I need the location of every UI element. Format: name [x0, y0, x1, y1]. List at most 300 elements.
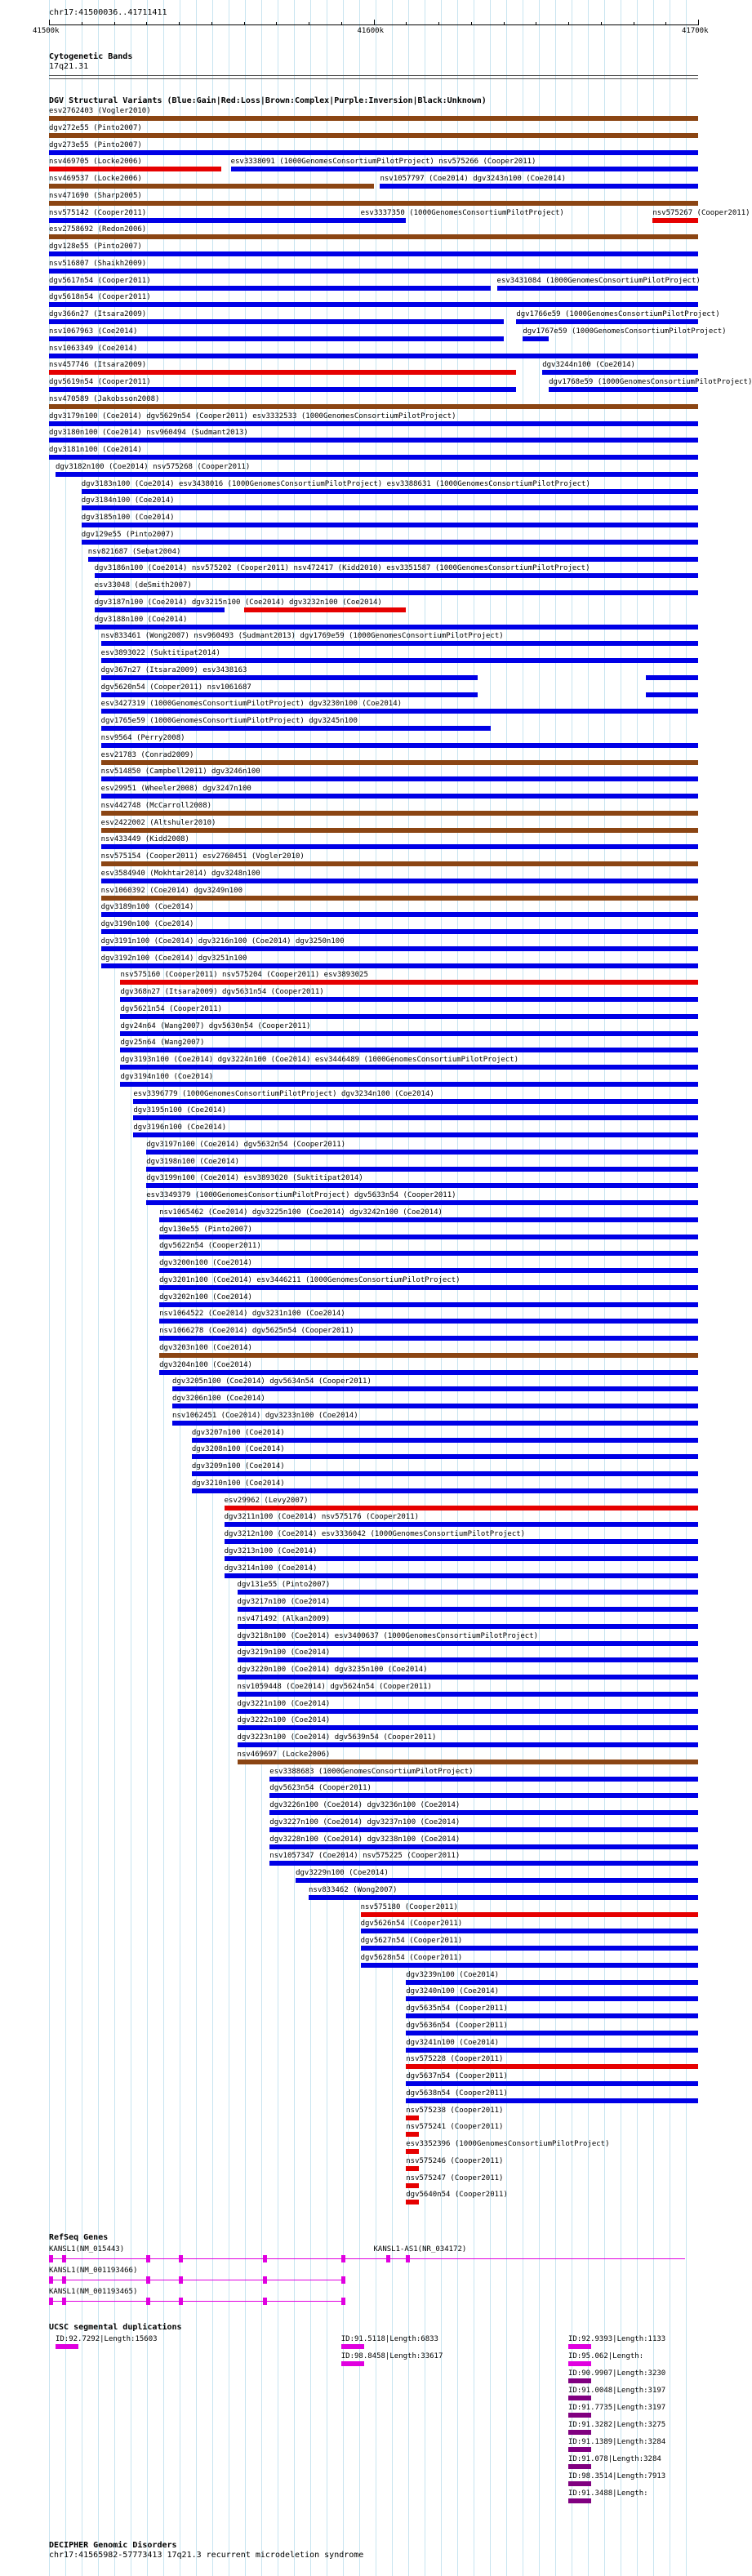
- dgv-variant-bar[interactable]: [269, 1810, 698, 1815]
- dgv-feature-label[interactable]: dgv5620n54 (Cooper2011) nsv1061687: [100, 683, 251, 692]
- dgv-feature-label[interactable]: dgv24n64 (Wang2007) dgv5630n54 (Cooper2011): [120, 1021, 311, 1030]
- dgv-variant-bar[interactable]: [101, 844, 698, 849]
- dgv-feature-label[interactable]: esv29951 (Wheeler2008) dgv3247n100: [100, 785, 251, 793]
- dgv-variant-bar[interactable]: [49, 286, 491, 291]
- dgv-variant-bar[interactable]: [652, 218, 698, 223]
- dgv-variant-bar[interactable]: [159, 1302, 698, 1307]
- refseq-exon[interactable]: [62, 2255, 66, 2262]
- dgv-feature-label[interactable]: dgv3198n100 (Coe2014): [146, 1157, 240, 1166]
- refseq-exon[interactable]: [263, 2298, 267, 2305]
- dgv-feature-label[interactable]: nsv575238 (Cooper2011): [406, 2106, 504, 2115]
- dgv-variant-bar[interactable]: [159, 1285, 698, 1290]
- dgv-variant-bar[interactable]: [120, 1065, 698, 1070]
- dgv-feature-label[interactable]: nsv575160 (Cooper2011) nsv575204 (Cooper2011) esv3893025: [120, 971, 368, 980]
- refseq-exon[interactable]: [263, 2255, 267, 2262]
- dgv-feature-label[interactable]: dgv3186n100 (Coe2014) nsv575202 (Cooper2011) nsv472417 (Kidd2010) esv3351587 (1000GenomesConsortiumPilotProject): [94, 564, 590, 573]
- refseq-gene-label[interactable]: KANSL1(NM_001193466): [49, 2267, 138, 2275]
- dgv-feature-label[interactable]: nsv575247 (Cooper2011): [406, 2173, 504, 2182]
- dgv-variant-bar[interactable]: [101, 946, 698, 951]
- dgv-feature-label[interactable]: dgv3194n100 (Coe2014): [120, 1072, 214, 1081]
- dgv-variant-bar[interactable]: [406, 2183, 419, 2188]
- dgv-variant-bar[interactable]: [101, 760, 698, 765]
- dgv-feature-label[interactable]: dgv3185n100 (Coe2014): [81, 514, 175, 522]
- dgv-variant-bar[interactable]: [49, 201, 698, 206]
- segdup-label[interactable]: ID:91.0048|Length:3197: [568, 2387, 666, 2395]
- dgv-variant-bar[interactable]: [159, 1336, 698, 1341]
- dgv-feature-label[interactable]: dgv3239n100 (Coe2014): [406, 1970, 500, 1979]
- dgv-variant-bar[interactable]: [406, 2132, 419, 2137]
- dgv-feature-label[interactable]: dgv3195n100 (Coe2014): [133, 1106, 227, 1115]
- dgv-feature-label[interactable]: dgv128e55 (Pinto2007): [49, 242, 142, 251]
- dgv-variant-bar[interactable]: [49, 455, 698, 460]
- dgv-variant-bar[interactable]: [406, 2098, 698, 2103]
- dgv-variant-bar[interactable]: [269, 1827, 698, 1832]
- dgv-variant-bar[interactable]: [56, 472, 698, 477]
- segdup-label[interactable]: ID:91.5118|Length:6833: [340, 2335, 438, 2343]
- dgv-feature-label[interactable]: dgv3193n100 (Coe2014) dgv3224n100 (Coe2014) esv3446489 (1000GenomesConsortiumPilotProject): [120, 1056, 519, 1064]
- dgv-variant-bar[interactable]: [238, 1709, 698, 1714]
- dgv-variant-bar[interactable]: [646, 692, 698, 697]
- dgv-feature-label[interactable]: nsv1057797 (Coe2014) dgv3243n100 (Coe2014): [380, 175, 567, 183]
- dgv-feature-label[interactable]: nsv1065462 (Coe2014) dgv3225n100 (Coe2014) dgv3242n100 (Coe2014): [159, 1208, 443, 1217]
- dgv-feature-label[interactable]: dgv3179n100 (Coe2014) dgv5629n54 (Cooper2011) esv3332533 (1000GenomesConsortiumPilotProject): [49, 412, 456, 420]
- dgv-variant-bar[interactable]: [646, 675, 698, 680]
- segdup-bar[interactable]: [568, 2447, 591, 2452]
- dgv-variant-bar[interactable]: [523, 336, 549, 341]
- dgv-variant-bar[interactable]: [49, 354, 698, 358]
- dgv-feature-label[interactable]: dgv273e55 (Pinto2007): [49, 140, 142, 149]
- dgv-feature-label[interactable]: nsv457746 (Itsara2009): [49, 361, 147, 370]
- dgv-variant-bar[interactable]: [101, 963, 698, 968]
- refseq-exon[interactable]: [49, 2276, 53, 2284]
- dgv-feature-label[interactable]: dgv3222n100 (Coe2014): [237, 1716, 331, 1725]
- dgv-variant-bar[interactable]: [101, 828, 698, 833]
- dgv-variant-bar[interactable]: [49, 319, 504, 324]
- refseq-exon[interactable]: [146, 2255, 150, 2262]
- dgv-feature-label[interactable]: dgv3197n100 (Coe2014) dgv5632n54 (Cooper2011): [146, 1140, 346, 1149]
- dgv-feature-label[interactable]: nsv833462 (Wong2007): [309, 1885, 398, 1894]
- dgv-feature-label[interactable]: dgv131e55 (Pinto2007): [237, 1581, 331, 1590]
- dgv-variant-bar[interactable]: [172, 1421, 698, 1426]
- dgv-feature-label[interactable]: dgv5635n54 (Cooper2011): [406, 2004, 508, 2013]
- dgv-variant-bar[interactable]: [95, 625, 698, 630]
- dgv-feature-label[interactable]: dgv3241n100 (Coe2014): [406, 2038, 500, 2047]
- dgv-feature-label[interactable]: dgv3217n100 (Coe2014): [237, 1598, 331, 1606]
- dgv-feature-label[interactable]: dgv367n27 (Itsara2009) esv3438163: [100, 665, 247, 674]
- dgv-variant-bar[interactable]: [101, 709, 698, 714]
- dgv-feature-label[interactable]: nsv575154 (Cooper2011) esv2760451 (Vogler2010): [100, 852, 305, 861]
- dgv-variant-bar[interactable]: [159, 1353, 698, 1358]
- segdup-bar[interactable]: [341, 2361, 364, 2366]
- dgv-variant-bar[interactable]: [159, 1370, 698, 1375]
- dgv-feature-label[interactable]: dgv3182n100 (Coe2014) nsv575268 (Cooper2011): [55, 462, 251, 471]
- dgv-variant-bar[interactable]: [120, 1031, 698, 1036]
- dgv-variant-bar[interactable]: [101, 879, 698, 883]
- dgv-feature-label[interactable]: nsv575241 (Cooper2011): [406, 2123, 504, 2132]
- dgv-feature-label[interactable]: dgv3208n100 (Coe2014): [191, 1445, 285, 1454]
- dgv-variant-bar[interactable]: [406, 1980, 698, 1985]
- dgv-feature-label[interactable]: dgv3180n100 (Coe2014) nsv960494 (Sudmant2013): [49, 429, 248, 438]
- dgv-feature-label[interactable]: dgv3228n100 (Coe2014) dgv3238n100 (Coe2014): [269, 1835, 461, 1844]
- dgv-variant-bar[interactable]: [361, 1929, 698, 1933]
- dgv-variant-bar[interactable]: [238, 1675, 698, 1680]
- dgv-feature-label[interactable]: dgv5621n54 (Cooper2011): [120, 1004, 223, 1013]
- dgv-feature-label[interactable]: dgv3202n100 (Coe2014): [159, 1292, 252, 1301]
- dgv-variant-bar[interactable]: [101, 641, 698, 646]
- dgv-variant-bar[interactable]: [101, 811, 698, 816]
- dgv-feature-label[interactable]: nsv1057347 (Coe2014) nsv575225 (Cooper2011): [269, 1852, 461, 1861]
- dgv-feature-label[interactable]: dgv3219n100 (Coe2014): [237, 1648, 331, 1657]
- dgv-variant-bar[interactable]: [269, 1844, 698, 1849]
- refseq-gene-label-extra[interactable]: KANSL1-AS1(NR_034172): [373, 2245, 467, 2253]
- segdup-label[interactable]: ID:91.7735|Length:3197: [568, 2404, 666, 2412]
- dgv-feature-label[interactable]: dgv5636n54 (Cooper2011): [406, 2021, 508, 2030]
- dgv-feature-label[interactable]: dgv3188n100 (Coe2014): [94, 615, 188, 624]
- dgv-variant-bar[interactable]: [101, 776, 698, 781]
- dgv-variant-bar[interactable]: [225, 1539, 698, 1544]
- dgv-variant-bar[interactable]: [120, 1014, 698, 1019]
- dgv-variant-bar[interactable]: [269, 1793, 698, 1798]
- dgv-variant-bar[interactable]: [49, 133, 698, 138]
- dgv-variant-bar[interactable]: [159, 1251, 698, 1256]
- dgv-feature-label[interactable]: nsv1059448 (Coe2014) dgv5624n54 (Cooper2011): [237, 1682, 432, 1691]
- dgv-variant-bar[interactable]: [238, 1742, 698, 1747]
- dgv-variant-bar[interactable]: [101, 929, 698, 934]
- dgv-variant-bar[interactable]: [380, 184, 698, 189]
- dgv-feature-label[interactable]: dgv3183n100 (Coe2014) esv3438016 (1000GenomesConsortiumPilotProject) esv3388631 (1000GenomesConsortiumPilotProject): [81, 479, 590, 488]
- segdup-label[interactable]: ID:92.7292|Length:15603: [55, 2335, 158, 2343]
- refseq-gene-label[interactable]: KANSL1(NM_001193465): [49, 2288, 138, 2296]
- dgv-variant-bar[interactable]: [49, 167, 221, 171]
- decipher-entry[interactable]: chr17:41565982-57773413 17q21.3 recurrent microdeletion syndrome: [49, 2551, 364, 2560]
- dgv-variant-bar[interactable]: [269, 1861, 698, 1866]
- dgv-variant-bar[interactable]: [406, 2013, 698, 2018]
- dgv-variant-bar[interactable]: [101, 658, 698, 663]
- dgv-variant-bar[interactable]: [101, 861, 698, 866]
- dgv-variant-bar[interactable]: [49, 251, 698, 256]
- dgv-variant-bar[interactable]: [361, 1946, 698, 1951]
- dgv-feature-label[interactable]: nsv1067963 (Coe2014): [49, 327, 138, 336]
- dgv-feature-label[interactable]: esv3349379 (1000GenomesConsortiumPilotProject) dgv5633n54 (Cooper2011): [146, 1191, 456, 1199]
- dgv-variant-bar[interactable]: [82, 540, 698, 545]
- dgv-feature-label[interactable]: nsv471690 (Sharp2005): [49, 191, 142, 200]
- dgv-feature-label[interactable]: dgv25n64 (Wang2007): [120, 1039, 205, 1048]
- dgv-feature-label[interactable]: dgv5627n54 (Cooper2011): [360, 1937, 463, 1945]
- dgv-feature-label[interactable]: dgv3209n100 (Coe2014): [191, 1462, 285, 1470]
- dgv-feature-label[interactable]: dgv3213n100 (Coe2014): [224, 1546, 318, 1555]
- dgv-feature-label[interactable]: nsv433449 (Kidd2008): [100, 835, 189, 844]
- dgv-feature-label[interactable]: nsv9564 (Perry2008): [100, 733, 185, 742]
- dgv-variant-bar[interactable]: [172, 1386, 698, 1391]
- dgv-variant-bar[interactable]: [406, 1996, 698, 2001]
- dgv-feature-label[interactable]: esv3352396 (1000GenomesConsortiumPilotProject): [406, 2140, 610, 2148]
- dgv-variant-bar[interactable]: [146, 1183, 698, 1188]
- dgv-feature-label[interactable]: dgv3205n100 (Coe2014) dgv5634n54 (Cooper2011): [172, 1377, 372, 1386]
- dgv-feature-label[interactable]: esv2422002 (Altshuler2010): [100, 818, 216, 827]
- dgv-variant-bar[interactable]: [146, 1167, 698, 1172]
- dgv-feature-label[interactable]: nsv575180 (Cooper2011): [360, 1902, 458, 1911]
- dgv-feature-label[interactable]: dgv1766e59 (1000GenomesConsortiumPilotProject): [516, 310, 720, 318]
- dgv-variant-bar[interactable]: [159, 1235, 698, 1239]
- dgv-feature-label[interactable]: nsv469697 (Locke2006): [237, 1750, 331, 1759]
- dgv-feature-label[interactable]: dgv3200n100 (Coe2014): [159, 1259, 252, 1267]
- dgv-variant-bar[interactable]: [49, 302, 698, 307]
- dgv-feature-label[interactable]: dgv5617n54 (Cooper2011): [49, 276, 151, 285]
- dgv-variant-bar[interactable]: [120, 1082, 698, 1087]
- dgv-variant-bar[interactable]: [406, 2048, 698, 2053]
- dgv-variant-bar[interactable]: [192, 1488, 698, 1493]
- dgv-variant-bar[interactable]: [225, 1556, 698, 1561]
- dgv-variant-bar[interactable]: [231, 167, 698, 171]
- dgv-feature-label[interactable]: dgv3221n100 (Coe2014): [237, 1699, 331, 1708]
- dgv-feature-label[interactable]: dgv3212n100 (Coe2014) esv3336042 (1000GenomesConsortiumPilotProject): [224, 1530, 526, 1538]
- dgv-feature-label[interactable]: dgv3210n100 (Coe2014): [191, 1479, 285, 1488]
- dgv-variant-bar[interactable]: [101, 692, 478, 697]
- segdup-label[interactable]: ID:91.3488|Length:: [568, 2489, 648, 2498]
- dgv-feature-label[interactable]: dgv3220n100 (Coe2014) dgv3235n100 (Coe2014): [237, 1666, 428, 1674]
- segdup-bar[interactable]: [568, 2481, 591, 2486]
- refseq-exon[interactable]: [146, 2298, 150, 2305]
- dgv-variant-bar[interactable]: [49, 387, 516, 392]
- dgv-variant-bar[interactable]: [101, 896, 698, 901]
- dgv-variant-bar[interactable]: [95, 607, 225, 612]
- dgv-feature-label[interactable]: dgv3199n100 (Coe2014) esv3893020 (Suktitipat2014): [146, 1174, 363, 1183]
- dgv-feature-label[interactable]: dgv3211n100 (Coe2014) nsv575176 (Cooper2011): [224, 1513, 420, 1522]
- dgv-feature-label[interactable]: dgv5640n54 (Cooper2011): [406, 2191, 508, 2200]
- dgv-variant-bar[interactable]: [244, 607, 407, 612]
- dgv-variant-bar[interactable]: [406, 2081, 698, 2086]
- refseq-exon[interactable]: [62, 2276, 66, 2284]
- dgv-variant-bar[interactable]: [296, 1878, 698, 1883]
- dgv-feature-label[interactable]: dgv3192n100 (Coe2014) dgv3251n100: [100, 954, 247, 963]
- dgv-variant-bar[interactable]: [133, 1099, 698, 1104]
- dgv-feature-label[interactable]: dgv5638n54 (Cooper2011): [406, 2089, 508, 2098]
- dgv-feature-label[interactable]: nsv516807 (Shaikh2009): [49, 259, 147, 268]
- dgv-variant-bar[interactable]: [192, 1471, 698, 1476]
- dgv-variant-bar[interactable]: [49, 234, 698, 239]
- dgv-variant-bar[interactable]: [95, 590, 698, 595]
- dgv-variant-bar[interactable]: [238, 1725, 698, 1730]
- dgv-variant-bar[interactable]: [82, 489, 698, 494]
- dgv-variant-bar[interactable]: [146, 1200, 698, 1205]
- segdup-bar[interactable]: [568, 2498, 591, 2503]
- dgv-variant-bar[interactable]: [88, 557, 698, 562]
- dgv-feature-label[interactable]: dgv1767e59 (1000GenomesConsortiumPilotProject): [523, 327, 727, 336]
- segdup-label[interactable]: ID:95.062|Length:: [568, 2352, 644, 2360]
- dgv-variant-bar[interactable]: [49, 184, 374, 189]
- dgv-variant-bar[interactable]: [516, 319, 698, 324]
- dgv-variant-bar[interactable]: [101, 743, 698, 748]
- dgv-variant-bar[interactable]: [82, 523, 698, 527]
- dgv-variant-bar[interactable]: [225, 1506, 698, 1510]
- dgv-variant-bar[interactable]: [406, 2116, 419, 2120]
- dgv-feature-label[interactable]: nsv469705 (Locke2006): [49, 158, 142, 167]
- dgv-feature-label[interactable]: dgv3201n100 (Coe2014) esv3446211 (1000GenomesConsortiumPilotProject): [159, 1275, 461, 1284]
- dgv-variant-bar[interactable]: [238, 1590, 698, 1595]
- dgv-feature-label[interactable]: dgv129e55 (Pinto2007): [81, 530, 175, 539]
- dgv-variant-bar[interactable]: [406, 2031, 698, 2035]
- dgv-feature-label[interactable]: dgv3181n100 (Coe2014): [49, 446, 142, 454]
- dgv-variant-bar[interactable]: [49, 218, 361, 223]
- segdup-bar[interactable]: [568, 2344, 591, 2349]
- dgv-variant-bar[interactable]: [159, 1217, 698, 1222]
- refseq-exon[interactable]: [406, 2255, 410, 2262]
- dgv-variant-bar[interactable]: [49, 404, 698, 409]
- dgv-variant-bar[interactable]: [101, 675, 478, 680]
- dgv-variant-bar[interactable]: [542, 370, 698, 375]
- dgv-feature-label[interactable]: nsv575142 (Cooper2011): [49, 208, 147, 217]
- segdup-bar[interactable]: [568, 2378, 591, 2383]
- dgv-variant-bar[interactable]: [225, 1522, 698, 1527]
- dgv-variant-bar[interactable]: [238, 1624, 698, 1629]
- refseq-exon[interactable]: [386, 2255, 390, 2262]
- dgv-feature-label[interactable]: nsv442748 (McCarroll2008): [100, 801, 212, 810]
- dgv-variant-bar[interactable]: [192, 1454, 698, 1459]
- dgv-variant-bar[interactable]: [225, 1573, 698, 1578]
- segdup-bar[interactable]: [568, 2361, 591, 2366]
- dgv-variant-bar[interactable]: [406, 2064, 698, 2069]
- dgv-variant-bar[interactable]: [49, 269, 698, 274]
- dgv-feature-label[interactable]: dgv5637n54 (Cooper2011): [406, 2072, 508, 2080]
- dgv-variant-bar[interactable]: [120, 980, 698, 985]
- dgv-feature-label[interactable]: esv3427319 (1000GenomesConsortiumPilotProject) dgv3230n100 (Coe2014): [100, 700, 403, 709]
- dgv-feature-label[interactable]: esv3893022 (Suktitipat2014): [100, 649, 220, 657]
- dgv-variant-bar[interactable]: [361, 1963, 698, 1968]
- dgv-feature-label[interactable]: nsv1063349 (Coe2014): [49, 344, 138, 353]
- dgv-variant-bar[interactable]: [49, 336, 504, 341]
- dgv-variant-bar[interactable]: [238, 1607, 698, 1612]
- refseq-exon[interactable]: [341, 2276, 345, 2284]
- dgv-variant-bar[interactable]: [82, 505, 698, 510]
- dgv-feature-label[interactable]: dgv3223n100 (Coe2014) dgv5639n54 (Cooper2011): [237, 1733, 437, 1742]
- segdup-label[interactable]: ID:98.8458|Length:33617: [340, 2352, 443, 2360]
- dgv-variant-bar[interactable]: [192, 1438, 698, 1443]
- segdup-label[interactable]: ID:91.078|Length:3284: [568, 2455, 661, 2463]
- dgv-variant-bar[interactable]: [133, 1132, 698, 1137]
- dgv-feature-label[interactable]: dgv1768e59 (1000GenomesConsortiumPilotProject): [549, 378, 752, 386]
- dgv-feature-label[interactable]: nsv471492 (Alkan2009): [237, 1614, 331, 1623]
- dgv-feature-label[interactable]: esv2758692 (Redon2006): [49, 225, 147, 234]
- refseq-gene-label[interactable]: KANSL1(NM_015443): [49, 2245, 125, 2253]
- segdup-bar[interactable]: [568, 2430, 591, 2435]
- dgv-variant-bar[interactable]: [238, 1657, 698, 1662]
- dgv-variant-bar[interactable]: [101, 726, 491, 731]
- dgv-variant-bar[interactable]: [549, 387, 698, 392]
- dgv-variant-bar[interactable]: [361, 1912, 698, 1917]
- dgv-feature-label[interactable]: dgv130e55 (Pinto2007): [159, 1225, 252, 1234]
- dgv-variant-bar[interactable]: [101, 794, 698, 799]
- dgv-variant-bar[interactable]: [120, 997, 698, 1002]
- dgv-feature-label[interactable]: dgv5628n54 (Cooper2011): [360, 1953, 463, 1962]
- dgv-variant-bar[interactable]: [269, 1777, 698, 1782]
- refseq-exon[interactable]: [179, 2276, 183, 2284]
- dgv-feature-label[interactable]: esv2762403 (Vogler2010): [49, 107, 151, 115]
- dgv-feature-label[interactable]: dgv368n27 (Itsara2009) dgv5631n54 (Cooper2011): [120, 988, 324, 996]
- dgv-feature-label[interactable]: nsv575228 (Cooper2011): [406, 2055, 504, 2064]
- dgv-feature-label[interactable]: dgv1765e59 (1000GenomesConsortiumPilotProject) dgv3245n100: [100, 717, 358, 725]
- dgv-variant-bar[interactable]: [406, 2200, 419, 2205]
- dgv-feature-label[interactable]: dgv5618n54 (Cooper2011): [49, 293, 151, 302]
- dgv-feature-label[interactable]: esv3388683 (1000GenomesConsortiumPilotProject): [269, 1767, 474, 1776]
- dgv-feature-label[interactable]: nsv514850 (Campbell2011) dgv3246n100: [100, 767, 260, 776]
- dgv-feature-label[interactable]: nsv469537 (Locke2006): [49, 175, 142, 183]
- segdup-label[interactable]: ID:90.9907|Length:3230: [568, 2369, 666, 2378]
- refseq-exon[interactable]: [341, 2255, 345, 2262]
- dgv-feature-label[interactable]: esv29962 (Levy2007): [224, 1496, 309, 1505]
- dgv-feature-label[interactable]: esv3337350 (1000GenomesConsortiumPilotProject): [360, 208, 564, 217]
- dgv-feature-label[interactable]: dgv3207n100 (Coe2014): [191, 1428, 285, 1437]
- dgv-feature-label[interactable]: dgv3191n100 (Coe2014) dgv3216n100 (Coe2014) dgv3250n100: [100, 937, 345, 945]
- dgv-feature-label[interactable]: nsv575267 (Cooper2011): [652, 208, 750, 217]
- dgv-variant-bar[interactable]: [406, 2149, 419, 2154]
- dgv-feature-label[interactable]: dgv3229n100 (Coe2014): [296, 1869, 389, 1877]
- dgv-variant-bar[interactable]: [146, 1150, 698, 1155]
- dgv-variant-bar[interactable]: [159, 1319, 698, 1324]
- dgv-feature-label[interactable]: dgv366n27 (Itsara2009): [49, 310, 147, 318]
- dgv-variant-bar[interactable]: [49, 370, 516, 375]
- dgv-feature-label[interactable]: nsv1060392 (Coe2014) dgv3249n100: [100, 886, 243, 895]
- dgv-variant-bar[interactable]: [238, 1760, 698, 1764]
- segdup-label[interactable]: ID:98.3514|Length:7913: [568, 2472, 666, 2480]
- dgv-feature-label[interactable]: dgv3206n100 (Coe2014): [172, 1395, 265, 1403]
- dgv-feature-label[interactable]: dgv3214n100 (Coe2014): [224, 1564, 318, 1573]
- dgv-variant-bar[interactable]: [49, 116, 698, 121]
- segdup-bar[interactable]: [341, 2344, 364, 2349]
- refseq-exon[interactable]: [62, 2298, 66, 2305]
- dgv-feature-label[interactable]: dgv5622n54 (Cooper2011): [159, 1242, 261, 1251]
- dgv-feature-label[interactable]: dgv3240n100 (Coe2014): [406, 1987, 500, 1996]
- dgv-feature-label[interactable]: dgv5626n54 (Cooper2011): [360, 1920, 463, 1929]
- dgv-feature-label[interactable]: dgv5619n54 (Cooper2011): [49, 378, 151, 386]
- dgv-feature-label[interactable]: esv21783 (Conrad2009): [100, 750, 194, 759]
- dgv-variant-bar[interactable]: [497, 286, 698, 291]
- dgv-variant-bar[interactable]: [238, 1641, 698, 1646]
- dgv-feature-label[interactable]: dgv3227n100 (Coe2014) dgv3237n100 (Coe2014): [269, 1817, 461, 1826]
- dgv-feature-label[interactable]: nsv575246 (Cooper2011): [406, 2156, 504, 2165]
- refseq-exon[interactable]: [263, 2276, 267, 2284]
- dgv-feature-label[interactable]: dgv5623n54 (Cooper2011): [269, 1784, 372, 1793]
- dgv-variant-bar[interactable]: [120, 1048, 698, 1052]
- dgv-feature-label[interactable]: nsv1066278 (Coe2014) dgv5625n54 (Cooper2011): [159, 1327, 354, 1335]
- dgv-variant-bar[interactable]: [361, 218, 407, 223]
- dgv-feature-label[interactable]: dgv3190n100 (Coe2014): [100, 920, 194, 928]
- dgv-variant-bar[interactable]: [49, 150, 698, 155]
- refseq-exon[interactable]: [179, 2255, 183, 2262]
- refseq-exon[interactable]: [49, 2298, 53, 2305]
- refseq-exon[interactable]: [49, 2255, 53, 2262]
- dgv-feature-label[interactable]: nsv470589 (Jakobsson2008): [49, 394, 160, 403]
- dgv-feature-label[interactable]: dgv3204n100 (Coe2014): [159, 1360, 252, 1369]
- dgv-feature-label[interactable]: esv33048 (deSmith2007): [94, 581, 192, 589]
- refseq-exon[interactable]: [341, 2298, 345, 2305]
- dgv-feature-label[interactable]: dgv3226n100 (Coe2014) dgv3236n100 (Coe2014): [269, 1801, 461, 1809]
- dgv-feature-label[interactable]: dgv3218n100 (Coe2014) esv3400637 (1000GenomesConsortiumPilotProject): [237, 1631, 539, 1640]
- dgv-variant-bar[interactable]: [309, 1895, 698, 1900]
- dgv-feature-label[interactable]: esv3431084 (1000GenomesConsortiumPilotProject): [496, 276, 701, 285]
- refseq-exon[interactable]: [179, 2298, 183, 2305]
- dgv-variant-bar[interactable]: [406, 2166, 419, 2171]
- dgv-feature-label[interactable]: esv3396779 (1000GenomesConsortiumPilotProject) dgv3234n100 (Coe2014): [133, 1089, 434, 1098]
- dgv-feature-label[interactable]: nsv833461 (Wong2007) nsv960493 (Sudmant2013) dgv1769e59 (1000GenomesConsortiumPilotProject): [100, 632, 504, 641]
- dgv-variant-bar[interactable]: [101, 912, 698, 917]
- dgv-feature-label[interactable]: nsv821687 (Sebat2004): [87, 547, 181, 556]
- segdup-label[interactable]: ID:92.9393|Length:1133: [568, 2335, 666, 2343]
- segdup-bar[interactable]: [568, 2464, 591, 2469]
- dgv-variant-bar[interactable]: [172, 1404, 698, 1408]
- dgv-feature-label[interactable]: dgv3196n100 (Coe2014): [133, 1123, 227, 1132]
- dgv-variant-bar[interactable]: [133, 1115, 698, 1120]
- segdup-bar[interactable]: [568, 2396, 591, 2400]
